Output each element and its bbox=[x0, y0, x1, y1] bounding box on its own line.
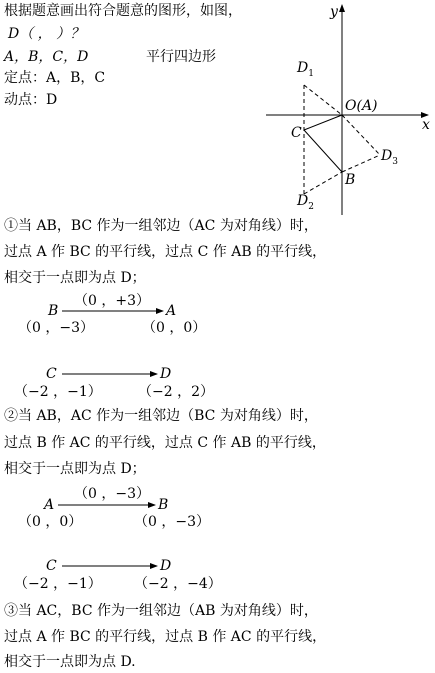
case2-t1-vector: （0 ，−3） bbox=[74, 486, 150, 502]
case3-line1: ③当 AC，BC 作为一组邻边（AB 为对角线）时， bbox=[4, 603, 318, 619]
case1-line3: 相交于一点即为点 D； bbox=[4, 270, 146, 286]
intro-points: A，B，C，D bbox=[4, 49, 89, 65]
point-b-label: B bbox=[345, 172, 356, 188]
segment-co bbox=[304, 115, 342, 130]
case2-t2-to-coord: （−2 ，−4） bbox=[134, 576, 222, 592]
y-axis-label: y bbox=[330, 4, 338, 20]
dash-o-d3 bbox=[342, 115, 380, 155]
intro-fixed: 定点：A，B，C bbox=[4, 70, 106, 86]
dash-b-d3 bbox=[342, 155, 380, 172]
case3-line3: 相交于一点即为点 D. bbox=[4, 654, 136, 670]
case1-t2-from: C bbox=[46, 366, 57, 382]
point-c-label: C bbox=[291, 125, 302, 141]
x-axis-label: x bbox=[422, 117, 430, 133]
origin-label: O(A) bbox=[345, 98, 378, 114]
segment-cb bbox=[304, 130, 342, 172]
case2-line1: ②当 AB，AC 作为一组邻边（BC 为对角线）时， bbox=[4, 408, 318, 424]
case1-line2: 过点 A 作 BC 的平行线，过点 C 作 AB 的平行线， bbox=[4, 244, 327, 260]
case1-t1-to-coord: （0 ，0） bbox=[142, 320, 207, 336]
case2-t2-from-coord: （−2 ，−1） bbox=[14, 576, 102, 592]
intro-moving: 动点：D bbox=[4, 92, 58, 108]
case2-t1-to: B bbox=[158, 497, 169, 513]
case1-t2-to: D bbox=[160, 366, 172, 382]
case1-t1-vector: （0 ，+3） bbox=[74, 293, 150, 309]
point-d2-label: $D_2$ bbox=[297, 193, 314, 212]
intro-shape: 平行四边形 bbox=[146, 49, 216, 65]
case1-t1-from-coord: （0 ，−3） bbox=[18, 320, 94, 336]
case1-t2-to-coord: （−2 ，2） bbox=[138, 384, 214, 400]
case2-t2-to: D bbox=[160, 558, 172, 574]
case2-line2: 过点 B 作 AC 的平行线，过点 C 作 AB 的平行线， bbox=[4, 435, 326, 451]
case1-t1-to: A bbox=[166, 303, 177, 319]
case1-t1-from: B bbox=[48, 303, 59, 319]
intro-line2: D（ ， ）？ bbox=[8, 26, 85, 42]
case2-t2-from: C bbox=[46, 558, 57, 574]
case2-t1-to-coord: （0 ，−3） bbox=[134, 514, 210, 530]
case1-line1: ①当 AB，BC 作为一组邻边（AC 为对角线）时， bbox=[4, 218, 318, 234]
case1-t2-from-coord: （−2 ，−1） bbox=[14, 384, 102, 400]
intro-line1: 根据题意画出符合题意的图形，如图， bbox=[4, 3, 242, 19]
case2-t1-from: A bbox=[44, 497, 55, 513]
dash-d2-b bbox=[304, 172, 342, 194]
case2-line3: 相交于一点即为点 D； bbox=[4, 461, 146, 477]
point-d1-label: $D_1$ bbox=[297, 60, 314, 79]
case2-t1-from-coord: （0 ，0） bbox=[18, 514, 83, 530]
case3-line2: 过点 A 作 BC 的平行线，过点 B 作 AC 的平行线， bbox=[4, 629, 327, 645]
point-d3-label: $D_3$ bbox=[381, 148, 398, 167]
dash-d1-o bbox=[304, 85, 342, 115]
